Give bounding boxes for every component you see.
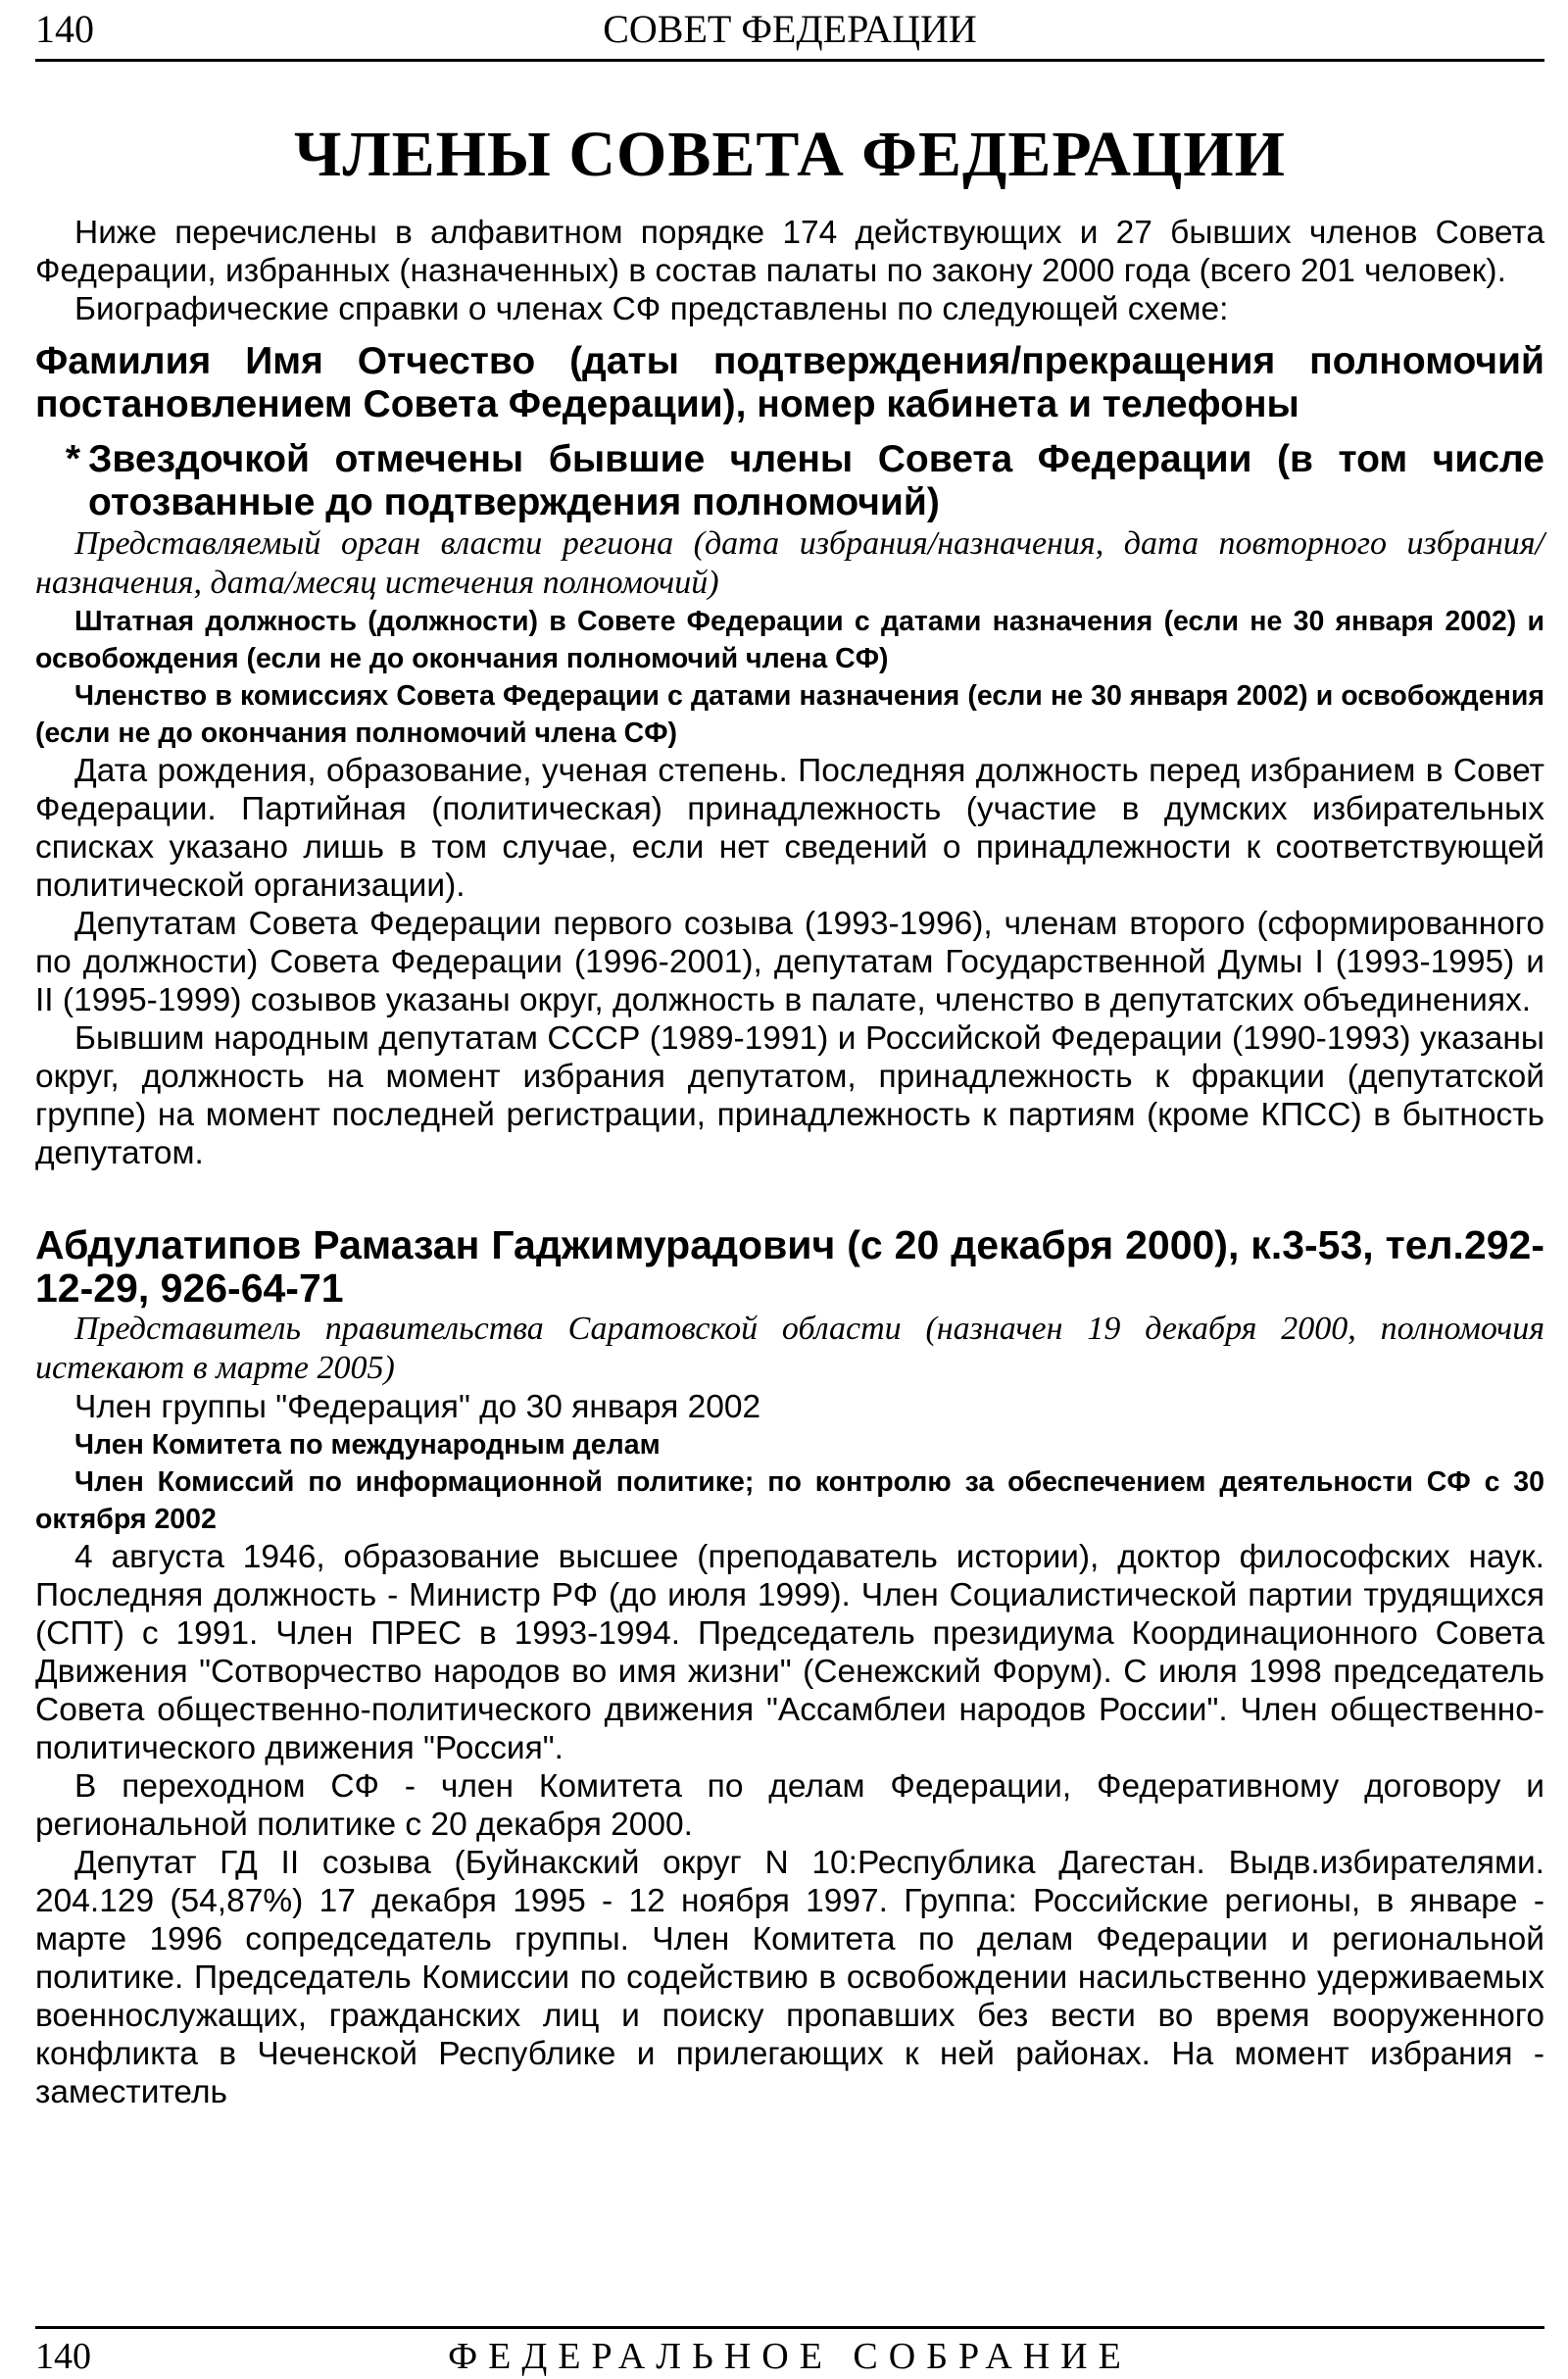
schema-bio-paragraph: Дата рождения, образование, ученая степень. Последняя должность перед избранием в Совет Федерации. Партийная (политическая) принадлежность (участие в думских избирательных списках указано лишь в том случае, если нет сведений о принадлежности к соответствующей политической организации).: [35, 753, 1544, 904]
star-note-row: [35, 438, 1544, 524]
entry-heading: Абдулатипов Рамазан Гаджимурадович (с 20 декабря 2000), к.3-53, тел.292-12-29, 926-64-71: [35, 1222, 1544, 1311]
entry-transitional: В переходном СФ - член Комитета по делам Федерации, Федеративному договору и региональной политике с 20 декабря 2000.: [35, 1768, 1544, 1843]
entry-representative: Представитель правительства Саратовской области (назначен 19 декабря 2000, полномочия истекают в марте 2005): [35, 1311, 1544, 1386]
footer-rule: [35, 2326, 1544, 2329]
header-page-number: 140: [35, 7, 94, 51]
schema-commissions-line: Членство в комиссиях Совета Федерации с датами назначения (если не 30 января 2002) и освобождения (если не до окончания полномочий члена СФ): [35, 680, 1544, 749]
schema-former-paragraph: Бывшим народным депутатам СССР (1989-1991) и Российской Федерации (1990-1993) указаны округ, должность на момент избрания депутатом, принадлежность к фракции (депутатской группе) на момент последней регистрации, принадлежность к партиям (кроме КПСС) в бытность депутатом.: [35, 1020, 1544, 1171]
entry-bio: 4 августа 1946, образование высшее (преподаватель истории), доктор философских наук. Последняя должность - Министр РФ (до июля 1999). Член Социалистической партии трудящихся (СПТ) с 1991. Член ПРЕС в 1993-1994. Председатель президиума Координационного Совета Движения "Сотворчество народов во имя жизни" (Сенежский Форум). С июля 1998 председатель Совета общественно-политического движения "Ассамблеи народов России". Член общественно-политического движения "Россия".: [35, 1539, 1544, 1766]
star-note-text: Звездочкой отмечены бывшие члены Совета Федерации (в том числе отозванные до подтверждения полномочий): [88, 438, 1544, 523]
intro-paragraph-1: Ниже перечислены в алфавитном порядке 174 действующих и 27 бывших членов Совета Федерации, избранных (назначенных) в состав палаты по закону 2000 года (всего 201 человек).: [35, 215, 1544, 289]
document-page: [35, 0, 1544, 2379]
footer-running-title: ФЕДЕРАЛЬНОЕ СОБРАНИЕ: [448, 2336, 1132, 2377]
schema-name-line: Фамилия Имя Отчество (даты подтверждения/прекращения полномочий постановлением Совета Федерации), номер кабинета и телефоны: [35, 340, 1544, 425]
entry-duma: Депутат ГД II созыва (Буйнакский округ N 10:Республика Дагестан. Выдв.избирателями. 204.129 (54,87%) 17 декабря 1995 - 12 ноября 1997. Группа: Российские регионы, в январе - марте 1996 сопредседатель группы. Член Комитета по делам Федерации и региональной политике. Председатель Комиссии по содействию в освобождении насильственно удерживаемых военнослужащих, гражданских лиц и поиску пропавших без вести во время вооруженного конфликта в Чеченской Республике и прилегающих к ней районах. На момент избрания - заместитель: [35, 1845, 1544, 2110]
running-header: [35, 6, 1544, 55]
schema-italic-line: Представляемый орган власти региона (дата избрания/назначения, дата повторного избрания/назначения, дата/месяц истечения полномочий): [35, 525, 1544, 601]
entry-commissions: Член Комиссий по информационной политике; по контролю за обеспечением деятельности СФ с 30 октября 2002: [35, 1466, 1544, 1535]
header-rule: [35, 59, 1544, 62]
schema-position-line: Штатная должность (должности) в Совете Федерации с датами назначения (если не 30 января 2002) и освобождения (если не до окончания полномочий члена СФ): [35, 606, 1544, 674]
footer-page-number: 140: [35, 2336, 91, 2377]
main-content: [35, 118, 1544, 2111]
entry-group: Член группы "Федерация" до 30 января 2002: [74, 1389, 761, 1425]
section-gap: [35, 1172, 1544, 1223]
header-running-title: СОВЕТ ФЕДЕРАЦИИ: [603, 7, 977, 51]
intro-paragraph-2: Биографические справки о членах СФ представлены по следующей схеме:: [74, 291, 1229, 327]
page-title: ЧЛЕНЫ СОВЕТА ФЕДЕРАЦИИ: [294, 119, 1286, 190]
asterisk-symbol: *: [65, 438, 80, 480]
schema-deputies-paragraph: Депутатам Совета Федерации первого созыва (1993-1996), членам второго (сформированного по должности) Совета Федерации (1996-2001), депутатам Государственной Думы I (1993-1995) и II (1995-1999) созывов указаны округ, должность в палате, членство в депутатских объединениях.: [35, 906, 1544, 1018]
running-footer: [35, 2335, 1544, 2378]
entry-committee: Член Комитета по международным делам: [74, 1429, 661, 1461]
